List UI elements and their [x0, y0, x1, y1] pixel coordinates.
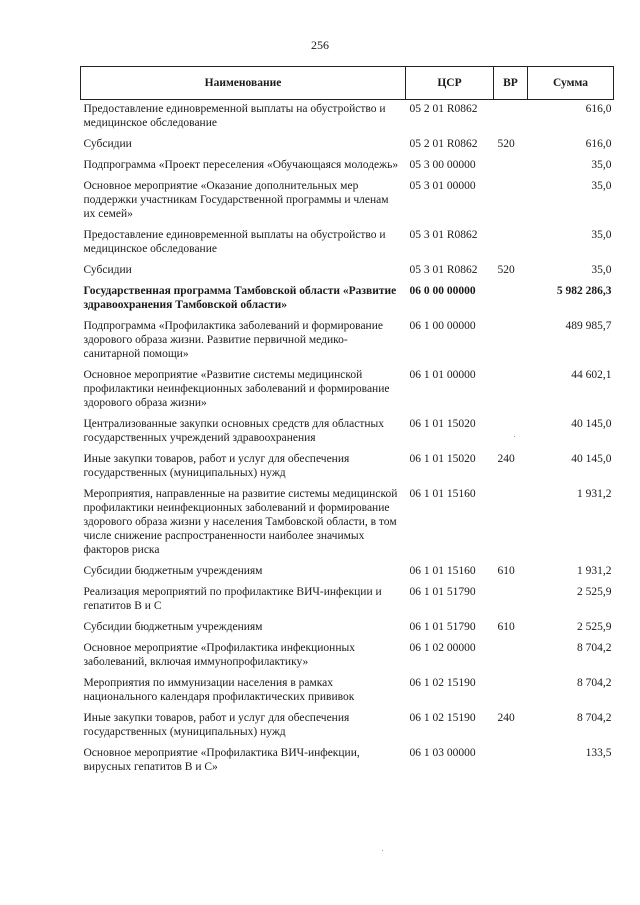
row-csr-cell: 05 2 01 R0862 [409, 103, 478, 115]
row-vr-cell [494, 744, 528, 779]
row-name-cell: Основное мероприятие «Оказание дополнительных мер поддержки участникам Государственной программы и членам их семей» [83, 180, 389, 220]
row-sum-cell: 616,0 [585, 103, 612, 115]
row-vr-cell: 240 [497, 712, 515, 724]
row-vr-cell [494, 583, 528, 618]
row-sum-cell: 8 704,2 [577, 712, 612, 724]
row-name-cell: Субсидии бюджетным учреждениям [83, 621, 263, 633]
row-csr-cell: 06 1 01 15160 [409, 565, 476, 577]
row-name-cell: Государственная программа Тамбовской области «Развитие здравоохранения Тамбовской области» [83, 285, 397, 311]
row-name-cell: Субсидии бюджетным учреждениям [83, 565, 263, 577]
table-row [81, 709, 614, 744]
table-row [81, 156, 614, 177]
row-name-cell: Иные закупки товаров, работ и услуг для обеспечения государственных (муниципальных) нужд [83, 712, 350, 738]
table-row [81, 562, 614, 583]
row-sum-cell: 1 931,2 [577, 488, 612, 500]
table-row [81, 639, 614, 674]
row-csr-cell: 05 3 01 R0862 [409, 229, 478, 241]
row-sum-cell: 35,0 [591, 180, 612, 192]
row-vr-cell [494, 674, 528, 709]
row-name-cell: Предоставление единовременной выплаты на обустройство и медицинское обследование [83, 229, 386, 255]
row-name-cell: Субсидии [83, 264, 132, 276]
table-row [81, 583, 614, 618]
table-body [81, 100, 614, 780]
table-row [81, 177, 614, 226]
table-row [81, 485, 614, 562]
table-row [81, 317, 614, 366]
page-number: 256 [311, 38, 329, 52]
row-vr-cell [494, 177, 528, 226]
row-sum-cell: 35,0 [591, 264, 612, 276]
row-csr-cell: 06 1 01 15020 [409, 453, 476, 465]
row-vr-cell [494, 485, 528, 562]
row-csr-cell: 06 0 00 00000 [409, 285, 476, 297]
row-sum-cell: 1 931,2 [577, 565, 612, 577]
row-sum-cell: 8 704,2 [577, 642, 612, 654]
row-name-cell: Субсидии [83, 138, 132, 150]
row-name-cell: Основное мероприятие «Развитие системы медицинской профилактики неинфекционных заболеваний и формирование здорового образа жизни» [83, 369, 390, 409]
table-row [81, 282, 614, 317]
table-header [81, 67, 614, 100]
row-vr-cell [494, 100, 528, 136]
row-csr-cell: 06 1 03 00000 [409, 747, 476, 759]
row-vr-cell [494, 317, 528, 366]
row-sum-cell: 40 145,0 [571, 418, 612, 430]
row-csr-cell: 05 3 01 R0862 [409, 264, 478, 276]
row-csr-cell: 06 1 00 00000 [409, 320, 476, 332]
row-sum-cell: 35,0 [591, 229, 612, 241]
table-row [81, 366, 614, 415]
row-sum-cell: 8 704,2 [577, 677, 612, 689]
table-row [81, 261, 614, 282]
table-row [81, 618, 614, 639]
row-name-cell: Иные закупки товаров, работ и услуг для обеспечения государственных (муниципальных) нужд [83, 453, 350, 479]
row-sum-cell: 2 525,9 [577, 621, 612, 633]
row-csr-cell: 06 1 02 00000 [409, 642, 476, 654]
table-row [81, 100, 614, 136]
row-sum-cell: 616,0 [585, 138, 612, 150]
header-vr: ВР [494, 67, 528, 100]
header-name: Наименование [81, 67, 406, 100]
row-vr-cell [494, 226, 528, 261]
row-vr-cell [494, 156, 528, 177]
row-vr-cell [494, 639, 528, 674]
scan-speck [382, 850, 383, 851]
row-csr-cell: 06 1 02 15190 [409, 677, 476, 689]
row-vr-cell: 610 [497, 565, 515, 577]
header-sum: Сумма [528, 67, 614, 100]
table-row [81, 744, 614, 779]
row-csr-cell: 06 1 01 15160 [409, 488, 476, 500]
table-row [81, 135, 614, 156]
row-csr-cell: 05 3 00 00000 [409, 159, 476, 171]
row-sum-cell: 2 525,9 [577, 586, 612, 598]
row-csr-cell: 06 1 02 15190 [409, 712, 476, 724]
row-name-cell: Основное мероприятие «Профилактика ВИЧ-инфекции, вирусных гепатитов В и С» [83, 747, 360, 773]
row-name-cell: Мероприятия по иммунизации населения в рамках национального календаря профилактических прививок [83, 677, 355, 703]
scan-speck [514, 436, 515, 437]
row-csr-cell: 05 2 01 R0862 [409, 138, 478, 150]
row-csr-cell: 05 3 01 00000 [409, 180, 476, 192]
row-name-cell: Подпрограмма «Профилактика заболеваний и формирование здорового образа жизни. Развитие первичной медико-санитарной помощи» [83, 320, 383, 360]
row-name-cell: Подпрограмма «Проект переселения «Обучающаяся молодежь» [83, 159, 399, 171]
row-vr-cell: 240 [497, 453, 515, 465]
header-csr: ЦСР [406, 67, 494, 100]
row-name-cell: Мероприятия, направленные на развитие системы медицинской профилактики неинфекционных заболеваний и формирование здорового образа жизни у населения Тамбовской области, в том числе снижение распространенности наиболее значимых факторов риска [83, 488, 398, 556]
table-row [81, 674, 614, 709]
row-name-cell: Централизованные закупки основных средств для областных государственных учреждений здравоохранения [83, 418, 385, 444]
row-sum-cell: 489 985,7 [565, 320, 612, 332]
budget-table [80, 66, 614, 779]
row-vr-cell [494, 415, 528, 450]
row-csr-cell: 06 1 01 51790 [409, 586, 476, 598]
row-csr-cell: 06 1 01 15020 [409, 418, 476, 430]
row-sum-cell: 133,5 [585, 747, 612, 759]
row-name-cell: Предоставление единовременной выплаты на обустройство и медицинское обследование [83, 103, 386, 129]
table-row [81, 450, 614, 485]
row-vr-cell [494, 366, 528, 415]
row-vr-cell: 610 [497, 621, 515, 633]
row-sum-cell: 5 982 286,3 [556, 285, 612, 297]
table-row [81, 226, 614, 261]
row-sum-cell: 35,0 [591, 159, 612, 171]
row-name-cell: Основное мероприятие «Профилактика инфекционных заболеваний, включая иммунопрофилактику» [83, 642, 355, 668]
row-vr-cell [494, 282, 528, 317]
row-csr-cell: 06 1 01 00000 [409, 369, 476, 381]
row-sum-cell: 40 145,0 [571, 453, 612, 465]
row-csr-cell: 06 1 01 51790 [409, 621, 476, 633]
row-sum-cell: 44 602,1 [571, 369, 612, 381]
row-vr-cell: 520 [497, 264, 515, 276]
table-row [81, 415, 614, 450]
row-name-cell: Реализация мероприятий по профилактике ВИЧ-инфекции и гепатитов В и С [83, 586, 382, 612]
row-vr-cell: 520 [497, 138, 515, 150]
